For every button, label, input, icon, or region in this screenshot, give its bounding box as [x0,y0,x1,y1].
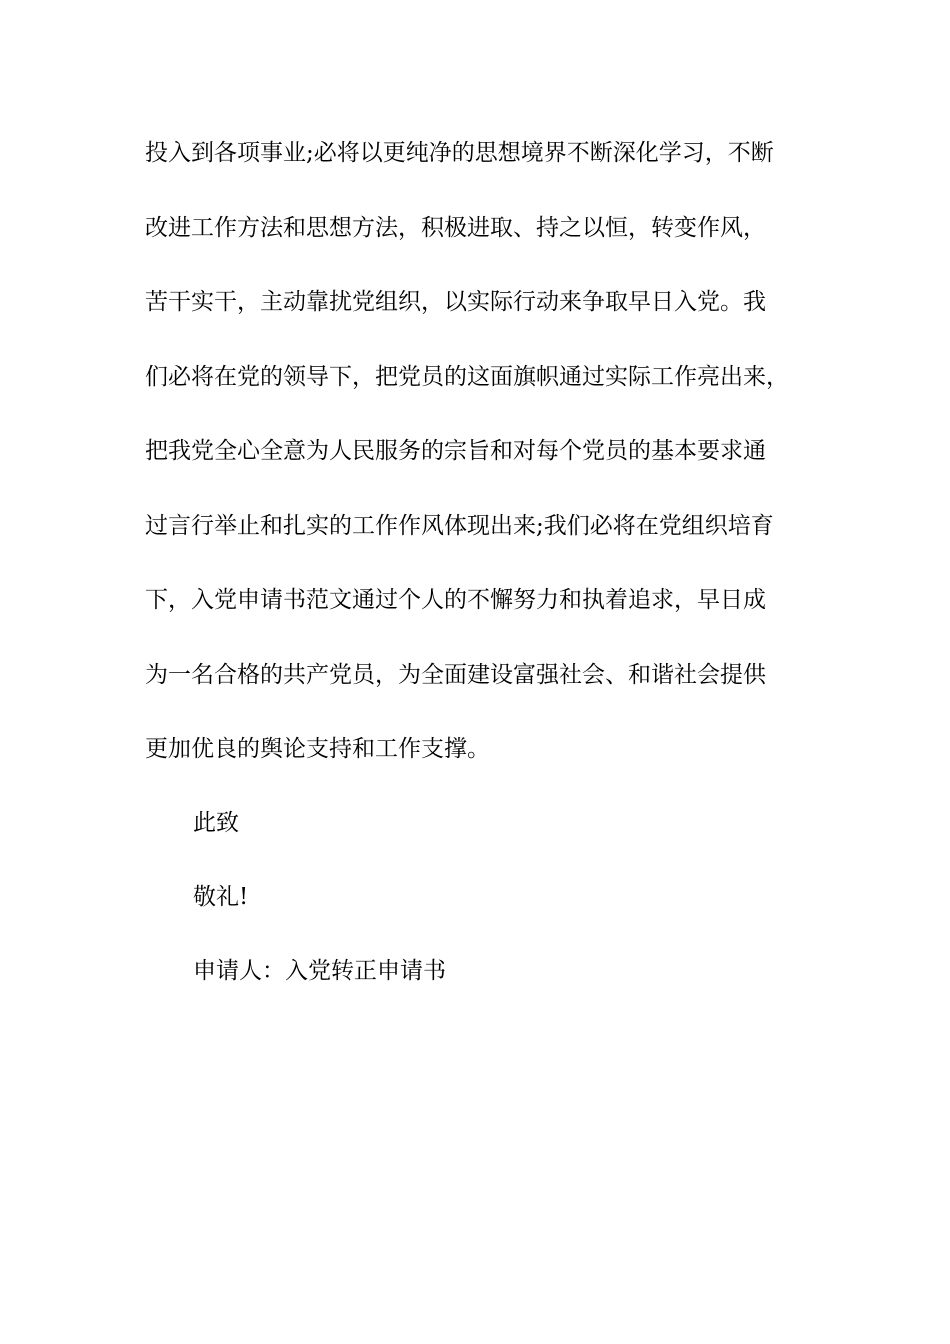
body-paragraph [145,130,815,801]
closing-regards: 敬礼! [193,884,249,910]
text-line: 更加优良的舆论支持和工作支撑。 [145,736,490,762]
text-line: 投入到各项事业;必将以更纯净的思想境界不断深化学习，不断 [145,140,774,166]
text-line: 们必将在党的领导下，把党员的这面旗帜通过实际工作亮出来， [145,363,789,390]
text-line: 为一名合格的共产党员，为全面建设富强社会、和谐社会提供 [145,661,766,688]
text-line: 改进工作方法和思想方法，积极进取、持之以恒，转变作风， [145,214,766,241]
signature-line: 申请人：入党转正申请书 [193,958,446,984]
closing-salutation: 此致 [193,810,239,836]
text-line: 过言行举止和扎实的工作作风体现出来;我们必将在党组织培育 [145,512,774,539]
text-line: 把我党全心全意为人民服务的宗旨和对每个党员的基本要求通 [145,438,766,464]
text-line: 下，入党申请书范文通过个人的不懈努力和执着追求，早日成 [145,587,766,613]
text-line: 苦干实干，主动靠扰党组织，以实际行动来争取早日入党。我 [145,289,766,315]
